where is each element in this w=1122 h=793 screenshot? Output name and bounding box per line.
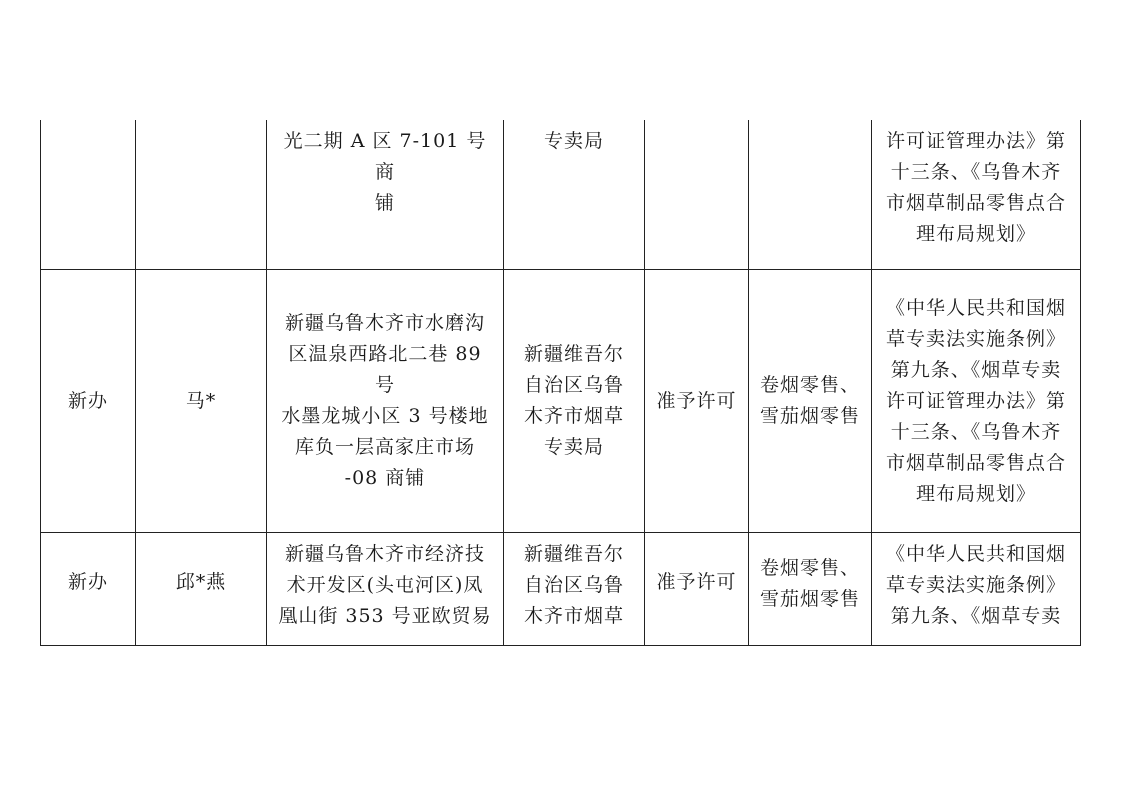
license-table (40, 120, 1081, 646)
type-cell: 新办 (41, 270, 136, 533)
scope-cell: 卷烟零售、 雪茄烟零售 (749, 270, 872, 533)
name-cell (136, 120, 267, 270)
scope-cell (749, 120, 872, 270)
authority-cell: 新疆维吾尔 自治区乌鲁 木齐市烟草 (504, 533, 645, 646)
name-cell: 马* (136, 270, 267, 533)
type-cell (41, 120, 136, 270)
basis-cell: 《中华人民共和国烟 草专卖法实施条例》 第九条、《烟草专卖 许可证管理办法》第 十三条、《乌鲁木齐 市烟草制品零售点合 理布局规划》 (872, 270, 1081, 533)
type-cell: 新办 (41, 533, 136, 646)
decision-cell: 准予许可 (645, 270, 749, 533)
table-row (41, 120, 1081, 270)
address-cell: 新疆乌鲁木齐市水磨沟 区温泉西路北二巷 89 号 水墨龙城小区 3 号楼地 库负一层高家庄市场 -08 商铺 (267, 270, 504, 533)
decision-cell (645, 120, 749, 270)
table-row (41, 533, 1081, 646)
basis-cell: 许可证管理办法》第 十三条、《乌鲁木齐 市烟草制品零售点合 理布局规划》 (872, 120, 1081, 270)
basis-cell: 《中华人民共和国烟 草专卖法实施条例》 第九条、《烟草专卖 (872, 533, 1081, 646)
address-cell: 光二期 A 区 7-101 号商 铺 (267, 120, 504, 270)
name-cell: 邱*燕 (136, 533, 267, 646)
address-cell: 新疆乌鲁木齐市经济技 术开发区(头屯河区)凤 凰山街 353 号亚欧贸易 (267, 533, 504, 646)
decision-cell: 准予许可 (645, 533, 749, 646)
scope-cell: 卷烟零售、 雪茄烟零售 (749, 533, 872, 646)
authority-cell: 专卖局 (504, 120, 645, 270)
table-row (41, 270, 1081, 533)
authority-cell: 新疆维吾尔 自治区乌鲁 木齐市烟草 专卖局 (504, 270, 645, 533)
